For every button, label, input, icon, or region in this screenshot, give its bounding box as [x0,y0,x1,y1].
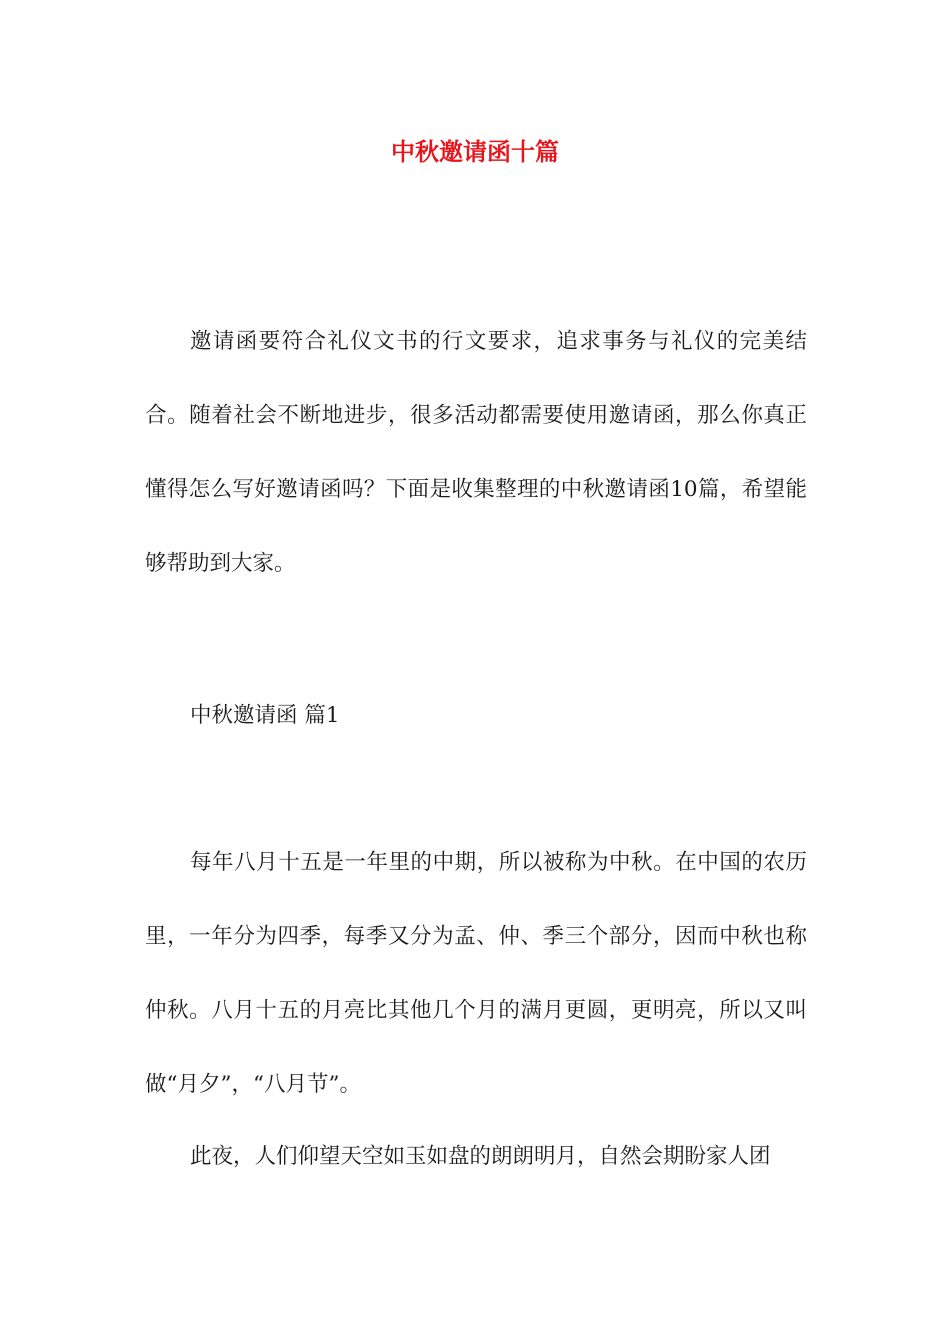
document-title: 中秋邀请函十篇 [391,137,559,166]
intro-paragraph: 邀请函要符合礼仪文书的行文要求，追求事务与礼仪的完美结合。随着社会不断地进步，很多活动都需要使用邀请函，那么你真正懂得怎么写好邀请函吗？下面是收集整理的中秋邀请函10篇，希望能够帮助到大家。 [145,329,807,576]
body-paragraph-2: 此夜，人们仰望天空如玉如盘的朗朗明月，自然会期盼家人团 [190,1144,771,1169]
body-paragraph-1: 每年八月十五是一年里的中期，所以被称为中秋。在中国的农历里，一年分为四季，每季又分为孟、仲、季三个部分，因而中秋也称仲秋。八月十五的月亮比其他几个月的满月更圆，更明亮，所以又叫做“月夕”，“八月节”。 [145,850,807,1097]
section-heading: 中秋邀请函 篇1 [190,703,340,728]
